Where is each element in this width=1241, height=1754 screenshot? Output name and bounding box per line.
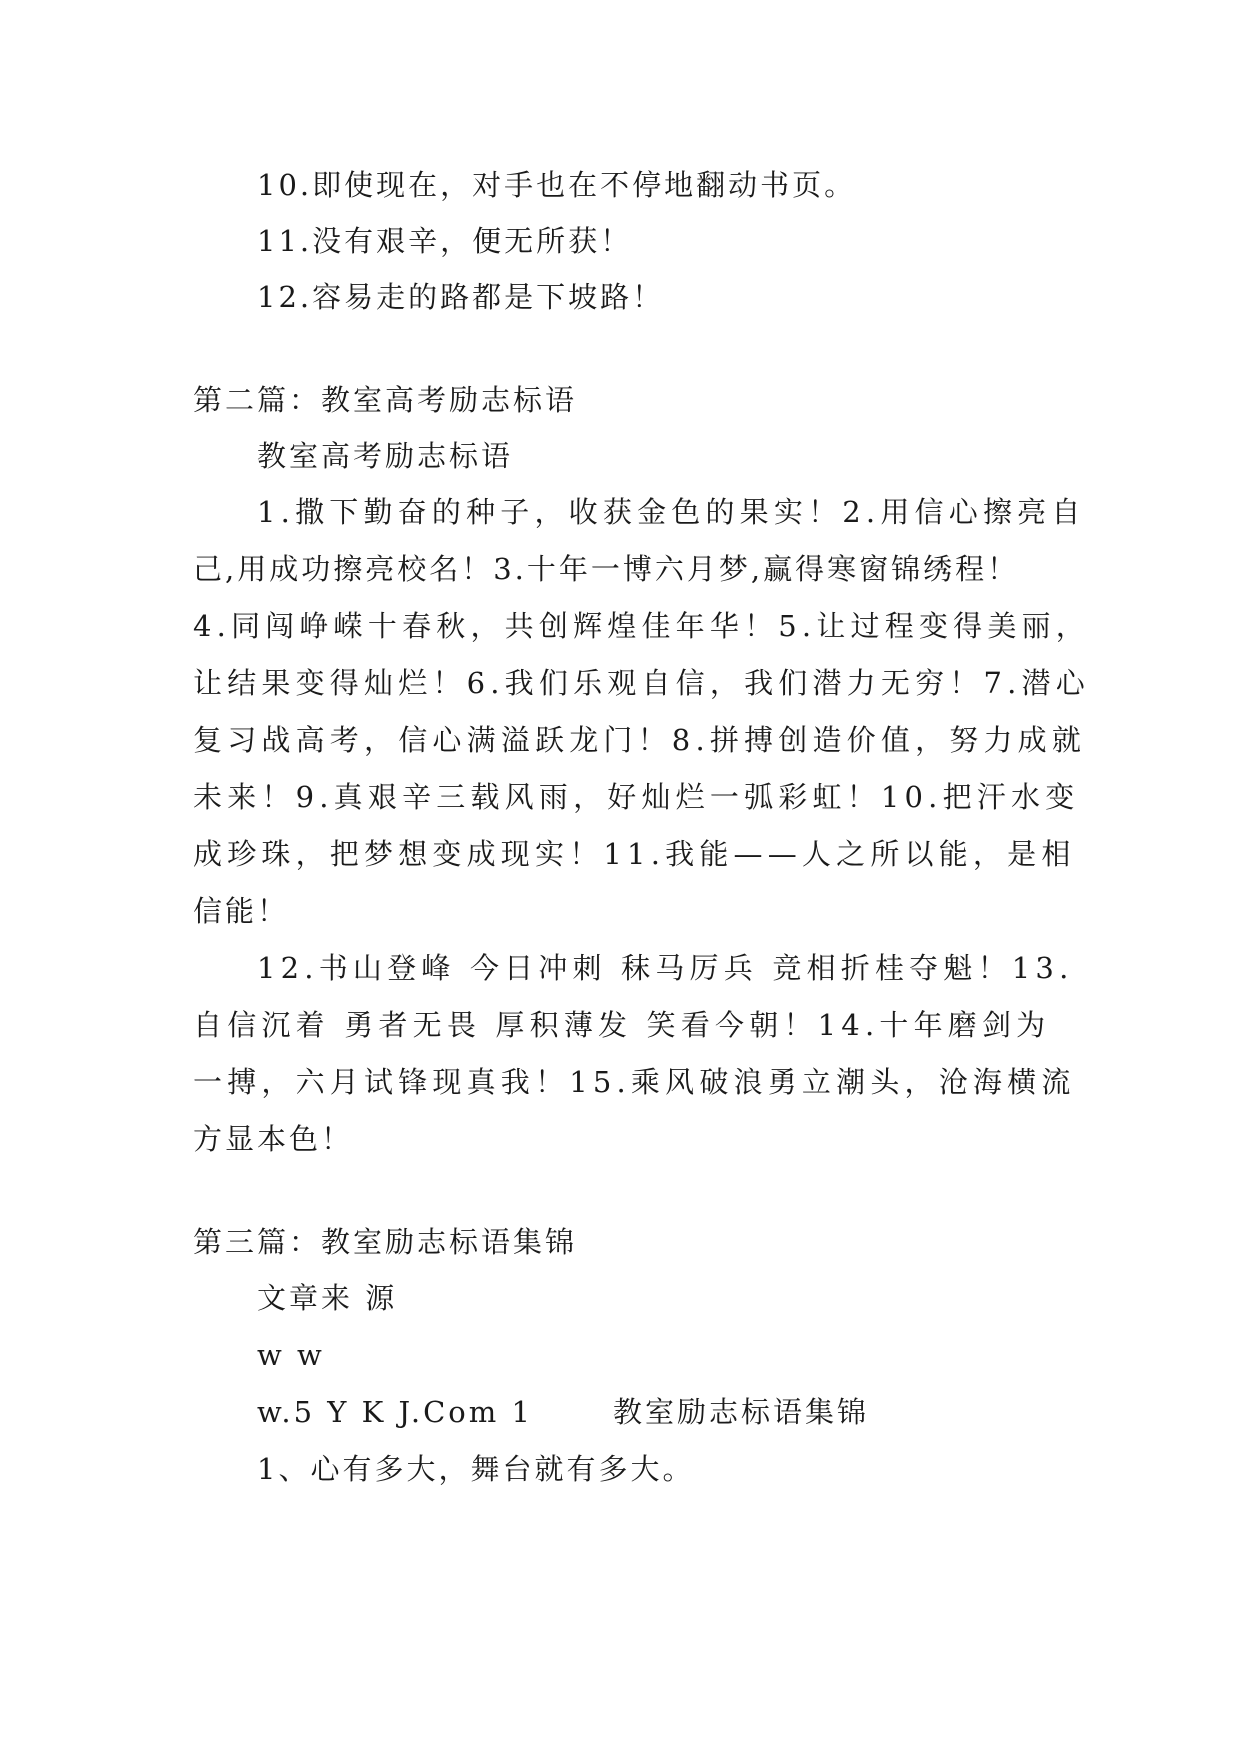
paragraph-line: 成珍珠，把梦想变成现实！11.我能——人之所以能，是相 — [193, 837, 1076, 871]
watermark-line-2: w.5 Y K J.Com 1 — [257, 1395, 533, 1429]
slogan-item-11: 11.没有艰辛，便无所获！ — [257, 224, 633, 258]
section-heading-3: 第三篇：教室励志标语集锦 — [193, 1225, 578, 1259]
paragraph-line: 方显本色！ — [193, 1122, 354, 1156]
paragraph-line: 1.撒下勤奋的种子，收获金色的果实！2.用信心擦亮自 — [257, 495, 1086, 529]
section-subtitle-2: 教室高考励志标语 — [257, 439, 514, 473]
section-subtitle-3: 教室励志标语集锦 — [612, 1395, 869, 1429]
watermark-line-1: w w — [257, 1338, 325, 1372]
section-heading-2: 第二篇：教室高考励志标语 — [193, 383, 578, 417]
paragraph-line: 4.同闯峥嵘十春秋，共创辉煌佳年华！5.让过程变得美丽， — [193, 609, 1090, 643]
paragraph-line: 让结果变得灿烂！6.我们乐观自信，我们潜力无穷！7.潜心 — [193, 666, 1090, 700]
paragraph-line: 一搏，六月试锋现真我！15.乘风破浪勇立潮头，沧海横流 — [193, 1065, 1076, 1099]
slogan-item-10: 10.即使现在，对手也在不停地翻动书页。 — [257, 168, 857, 202]
paragraph-line: 未来！9.真艰辛三载风雨，好灿烂一弧彩虹！10.把汗水变 — [193, 780, 1080, 814]
slogan-item-12: 12.容易走的路都是下坡路！ — [257, 280, 665, 314]
watermark-subtitle-line — [257, 1392, 869, 1432]
paragraph-line: 自信沉着 勇者无畏 厚积薄发 笑看今朝！14.十年磨剑为 — [193, 1008, 1051, 1042]
source-label: 文章来 源 — [257, 1281, 398, 1315]
paragraph-line: 信能！ — [193, 894, 290, 928]
paragraph-line: 12.书山登峰 今日冲刺 秣马厉兵 竞相折桂夺魁！13. — [257, 951, 1074, 985]
paragraph-line: 复习战高考，信心满溢跃龙门！8.拼搏创造价值，努力成就 — [193, 723, 1087, 757]
slogan-item-1: 1、心有多大，舞台就有多大。 — [257, 1452, 695, 1486]
paragraph-line: 己,用成功擦亮校名！3.十年一博六月梦,赢得寒窗锦绣程！ — [193, 552, 1020, 586]
